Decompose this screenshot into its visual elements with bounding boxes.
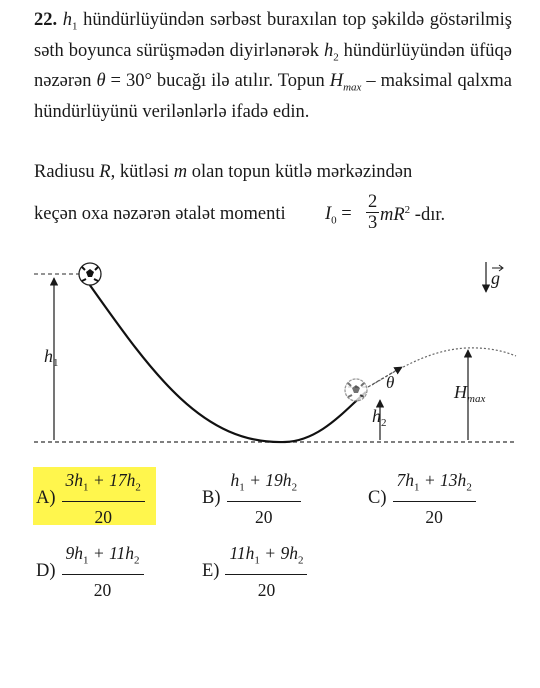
hmax-label: $H_{max}$ xyxy=(454,382,486,405)
question-text: 22. $h_1$ hündürlüyündən sərbəst buraxılan top şəkildə göstərilmiş səth boyunca sürüşmədən diyirlənərək $h_2$ hündürlüyündən üfüqə nəzərən θ = 30° bucağı ilə atılır. Topun $H_{max}$ – maksimal qalxma hündürlüyünü verilənlərlə ifadə edin. xyxy=(34,10,512,123)
theta-label: θ xyxy=(386,373,395,392)
g-label: g xyxy=(491,268,500,288)
question-given-text: Radiusu R, kütləsi m olan topun kütlə mərkəzindən xyxy=(34,162,413,182)
answer-option-e[interactable]: E) $\frac{11h_1 + 9h_2}{20}$ xyxy=(202,543,307,600)
physics-diagram xyxy=(30,250,520,455)
answer-option-a[interactable]: A) $\frac{3h_1 + 17h_2}{20}$ xyxy=(36,470,145,527)
moment-of-inertia-line: keçən oxa nəzərən ətalət momenti $I_0$ = $\frac{2}{3}$ $mR^2$ -dır. xyxy=(34,192,446,233)
h2-label: $h_2$ xyxy=(372,406,387,429)
answer-option-d[interactable]: D) $\frac{9h_1 + 11h_2}{20}$ xyxy=(36,543,144,600)
ball-top-icon xyxy=(79,263,101,285)
answer-option-c[interactable]: C) $\frac{7h_1 + 13h_2}{20}$ xyxy=(368,470,476,527)
two-thirds-fraction: $\frac{2}{3}$ xyxy=(368,192,378,233)
answer-option-b[interactable]: B) $\frac{h_1 + 19h_2}{20}$ xyxy=(202,470,301,527)
h1-label: $h_1$ xyxy=(44,346,59,369)
ball-launch-icon xyxy=(345,379,367,401)
question-number: 22. xyxy=(34,10,58,30)
track-curve xyxy=(82,274,366,442)
